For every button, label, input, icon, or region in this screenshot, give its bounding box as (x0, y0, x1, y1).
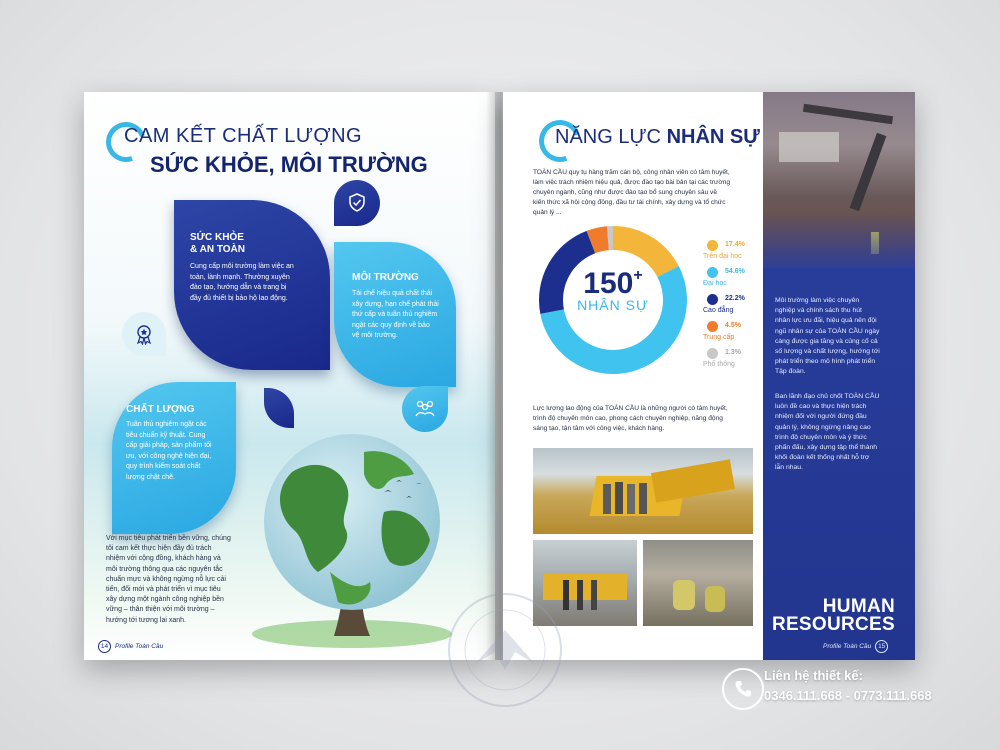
left-body-line: Với mục tiêu phát triển bền vững, chúng (106, 535, 231, 542)
environment-line: xây dựng, hạn chế phát thải (352, 300, 439, 308)
legend-value: 17.4% (725, 241, 745, 248)
left-body-text (106, 534, 266, 626)
legend-value: 22.2% (725, 295, 745, 302)
legend-dot (707, 321, 718, 332)
workforce-line: sáng tạo, tận tâm với công việc, khách hàng. (533, 425, 665, 432)
contact-label: Liên hệ thiết kế: (764, 668, 863, 683)
intro-line: TOÀN CẦU quy tụ hàng trăm cán bộ, công nhân viên có tâm huyết, (533, 169, 730, 176)
phone-icon (722, 668, 764, 710)
left-footer (98, 640, 163, 653)
hr-line1: HUMAN (822, 596, 895, 617)
workforce-line: Lực lượng lao động của TOÀN CẦU là những người có tâm huyết, (533, 405, 728, 412)
left-body-line: chuẩn mực và không ngừng nỗ lực cải (106, 575, 226, 583)
worker-demolition-photo (643, 540, 753, 626)
health-line: đầy đủ thiết bị bảo hộ lao động. (190, 294, 288, 302)
left-page (84, 92, 495, 660)
right-title-bold: NHÂN SỰ (666, 126, 760, 148)
side-text-2 (775, 392, 901, 474)
workforce-text (533, 404, 759, 434)
side-line: luôn đề cao và thực hiện trách (775, 403, 867, 411)
intro-line: làm việc trách nhiệm hiệu quả, được đào tạo bài bản tại các trường (533, 179, 731, 186)
side-line: số lượng và chất lượng, hướng tới (775, 348, 880, 356)
side-line: Ban lãnh đạo chủ chốt TOÀN CẦU (775, 393, 880, 400)
health-text (190, 262, 324, 304)
left-title-line2: SỨC KHỎE, MÔI TRƯỜNG (150, 152, 428, 177)
side-line: ngũ nhân sự của TOÀN CẦU ngày (775, 327, 880, 335)
legend-dot (707, 294, 718, 305)
health-title-line1: SỨC KHỎE (190, 232, 244, 243)
environment-title: MÔI TRƯỜNG (352, 272, 419, 283)
side-line: lẫn nhau. (775, 464, 803, 472)
legend-label: Phổ thông (703, 361, 735, 368)
side-line: nhân lực ưu đãi, hiệu quả nên đội (775, 317, 877, 325)
side-line: càng được gia tăng và củng cố cả (775, 337, 878, 345)
health-line: toàn, lành mạnh. Thường xuyên (190, 273, 290, 281)
environment-line: vệ môi trường. (352, 332, 398, 339)
right-page (503, 92, 915, 660)
side-line: Môi trường làm việc chuyên (775, 297, 860, 304)
donut-big-number: 150 (583, 267, 634, 300)
hr-heading (753, 598, 895, 634)
left-body-line: hướng tới tương lai xanh. (106, 616, 186, 624)
medal-icon (122, 312, 166, 356)
side-line: Tập đoàn. (775, 368, 806, 376)
left-page-number: 14 (98, 640, 111, 653)
legend-label: Cao đẳng (703, 307, 734, 314)
globe-tree-image (234, 422, 474, 652)
left-body-line: tôi cam kết thực hiện đầy đủ trách (106, 545, 212, 553)
side-line: trình độ chuyên môn và ý thức (775, 433, 867, 441)
side-text-1 (775, 296, 901, 378)
health-line: Cung cấp môi trường làm việc an (190, 263, 294, 270)
legend-label: Đại học (703, 280, 727, 287)
quality-leaf (112, 382, 236, 534)
team-photo-crusher (533, 448, 753, 534)
donut-plus: + (633, 267, 643, 284)
quality-title: CHẤT LƯỢNG (126, 404, 195, 415)
donut-center-label (535, 267, 691, 313)
left-body-line: tiến, đổi mới và phát triển vì mục tiêu (106, 586, 221, 594)
left-body-line: xây dựng một ngành công nghiệp bền (106, 596, 224, 604)
donut-sub-label: NHÂN SỰ (577, 297, 649, 313)
health-title (190, 232, 245, 256)
legend-dot (707, 240, 718, 251)
watermark-seal (445, 590, 565, 710)
legend-value: 4.5% (725, 322, 741, 329)
legend-dot (707, 348, 718, 359)
legend-value: 1.3% (725, 349, 741, 356)
side-line: phấn đấu, xây dựng tập thể thành (775, 444, 878, 452)
side-panel (763, 92, 915, 660)
legend-label: Trung cấp (703, 334, 735, 341)
left-title-line1: CAM KẾT CHẤT LƯỢNG (124, 125, 363, 147)
contact-phones: 0346.111.668 - 0773.111.668 (764, 688, 932, 703)
side-line: khối đoàn kết thống nhất hỗ trợ (775, 454, 870, 462)
intro-line: quản lý ... (533, 209, 562, 216)
health-title-line2: & AN TOÀN (190, 244, 245, 255)
environment-text (352, 289, 452, 342)
environment-leaf (334, 242, 456, 387)
quality-line: ưu, với công nghệ hiện đại, (126, 452, 212, 460)
left-body-line: môi trường thông qua các nguyên tắc (106, 565, 223, 573)
quality-text (126, 420, 234, 483)
left-body-line: nhiệm với cộng đồng, khách hàng và (106, 555, 221, 563)
left-footer-text: Profile Toàn Cầu (115, 643, 164, 650)
intro-line: chuyên ngành, cũng như được đào tạo bổ sung chuyên sâu về (533, 189, 717, 196)
right-footer (823, 640, 888, 653)
side-line: quản lý, không ngừng nâng cao (775, 423, 871, 431)
health-line: đào tạo, hướng dẫn và trang bị (190, 284, 287, 291)
hr-line2: RESOURCES (771, 614, 895, 635)
environment-line: Tái chế hiệu quả chất thải (352, 290, 433, 297)
quality-line: tiêu chuẩn kỹ thuật. Cung (126, 431, 206, 439)
donut-legend (703, 240, 763, 380)
legend-value: 54.6% (725, 268, 745, 275)
excavator-photo (763, 92, 915, 268)
quality-line: quy trình kiểm soát chất (126, 463, 201, 470)
side-line: nghiệp và chính sách thu hút (775, 307, 862, 315)
intro-line: kiến thức xã hội cộng đồng, đầu tư tài chính, xây dựng và tổ chức (533, 199, 726, 206)
side-line: phát triển theo mô hình phát triển (775, 358, 876, 366)
right-title-light: NĂNG LỰC (555, 126, 661, 148)
quality-line: cấp giải pháp, sản phẩm tối (126, 442, 212, 449)
right-intro-text (533, 168, 759, 218)
right-title (555, 126, 760, 149)
right-page-number: 15 (875, 640, 888, 653)
side-line: nhiệm đối với người đứng đầu (775, 413, 867, 421)
environment-line: ngặt các quy định về bảo (352, 321, 430, 329)
health-safety-leaf (174, 200, 330, 370)
shield-hand-icon (334, 180, 380, 226)
right-footer-text: Profile Toàn Cầu (823, 643, 872, 650)
quality-line: Tuân thủ nghiêm ngặt các (126, 421, 207, 428)
legend-dot (707, 267, 718, 278)
legend-label: Trên đại học (703, 253, 742, 260)
workforce-line: trình độ chuyên môn cao, phong cách chuyên nghiệp, năng động (533, 415, 723, 422)
quality-line: lượng chặt chẽ. (126, 473, 175, 481)
environment-line: thứ cấp và tuân thủ nghiêm (352, 311, 438, 318)
left-body-line: vững – thân thiện với môi trường – (106, 606, 215, 614)
